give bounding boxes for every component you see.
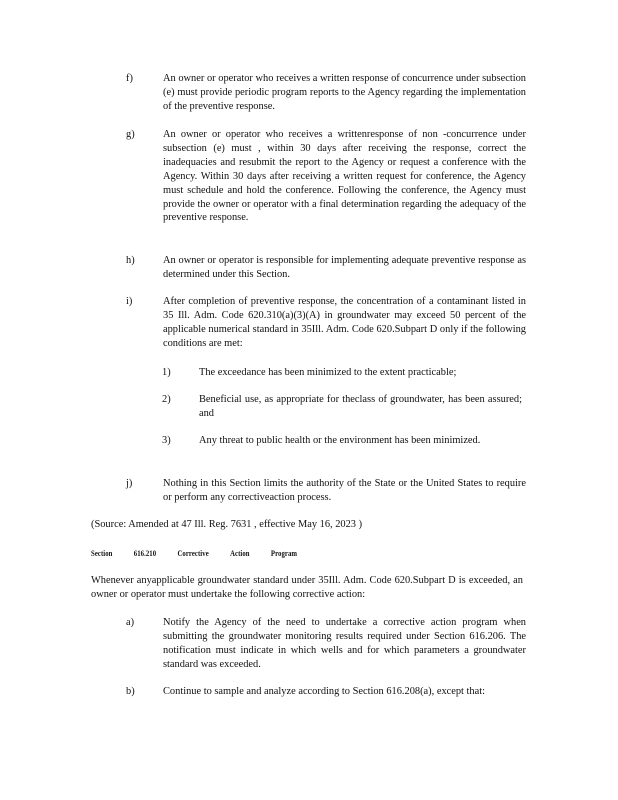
section-heading xyxy=(91,547,318,561)
paragraph-text: Nothing in this Section limits the authority of the State or the United States to require or perform any correctiveaction process. xyxy=(163,478,526,503)
subparagraph-label: 2) xyxy=(162,394,171,405)
subparagraph-text: Any threat to public health or the environment has been minimized. xyxy=(199,435,481,446)
paragraph-label: a) xyxy=(126,617,135,628)
paragraph-b xyxy=(126,685,526,699)
subparagraph-3 xyxy=(162,434,522,448)
paragraph-label: h) xyxy=(126,255,135,266)
paragraph-i xyxy=(126,295,526,351)
paragraph-text: After completion of preventive response, the concentration of a contaminant listed in 35 Ill. Adm. Code 620.310(a)(3)(A) in groundwater may exceed 50 percent of the applicable numerical standard in 35Ill. Adm. Code 620.Subpart D only if the following conditions are met: xyxy=(163,296,526,349)
heading-part: Section xyxy=(91,549,113,558)
paragraph-g xyxy=(126,128,526,225)
paragraph-text: Continue to sample and analyze according to Section 616.208(a), except that: xyxy=(163,686,486,697)
section-intro: Whenever anyapplicable groundwater standard under 35Ill. Adm. Code 620.Subpart D is exceeded, an owner or operator must undertake the following corrective action: xyxy=(91,575,523,600)
paragraph-j xyxy=(126,477,526,505)
subparagraph-text: Beneficial use, as appropriate for theclass of groundwater, has been assured; and xyxy=(199,394,522,419)
heading-part: Program xyxy=(270,549,298,558)
paragraph-label: g) xyxy=(126,129,135,140)
subparagraph-1 xyxy=(162,366,522,380)
heading-part: Corrective xyxy=(177,549,209,558)
source-note: (Source: Amended at 47 Ill. Reg. 7631 , effective May 16, 2023 ) xyxy=(91,519,363,530)
paragraph-text: An owner or operator who receives a writtenresponse of non -concurrence under subsection (e) must , within 30 days after receiving the response, correct the inadequacies and resubmit the report to the Agency or request a conference with the Agency. Within 30 days after receiving a written request for conference, the Agency must schedule and hold the conference. Following the conference, the Agency must provide the owner or operator with a final determination regarding the adequacy of the preventive response. xyxy=(163,129,526,224)
heading-part: Action xyxy=(230,549,250,558)
subparagraph-label: 1) xyxy=(162,367,171,378)
paragraph-text: An owner or operator who receives a written response of concurrence under subsection (e) must provide periodic program reports to the Agency regarding the implementation of the preventive response. xyxy=(163,73,526,112)
paragraph-label: b) xyxy=(126,686,135,697)
subparagraph-label: 3) xyxy=(162,435,171,446)
paragraph-h xyxy=(126,254,526,282)
paragraph-f xyxy=(126,72,526,114)
paragraph-label: i) xyxy=(126,296,133,307)
heading-part: 616.210 xyxy=(133,549,157,558)
paragraph-text: Notify the Agency of the need to undertake a corrective action program when submitting the groundwater monitoring results required under Section 616.206. The notification must indicate in which wells and for which parameters a groundwater standard was exceeded. xyxy=(163,617,526,670)
subparagraph-text: The exceedance has been minimized to the extent practicable; xyxy=(199,367,457,378)
paragraph-text: An owner or operator is responsible for implementing adequate preventive response as determined under this Section. xyxy=(163,255,526,280)
paragraph-label: f) xyxy=(126,73,133,84)
paragraph-a xyxy=(126,616,526,672)
subparagraph-2 xyxy=(162,393,522,421)
paragraph-label: j) xyxy=(126,478,133,489)
